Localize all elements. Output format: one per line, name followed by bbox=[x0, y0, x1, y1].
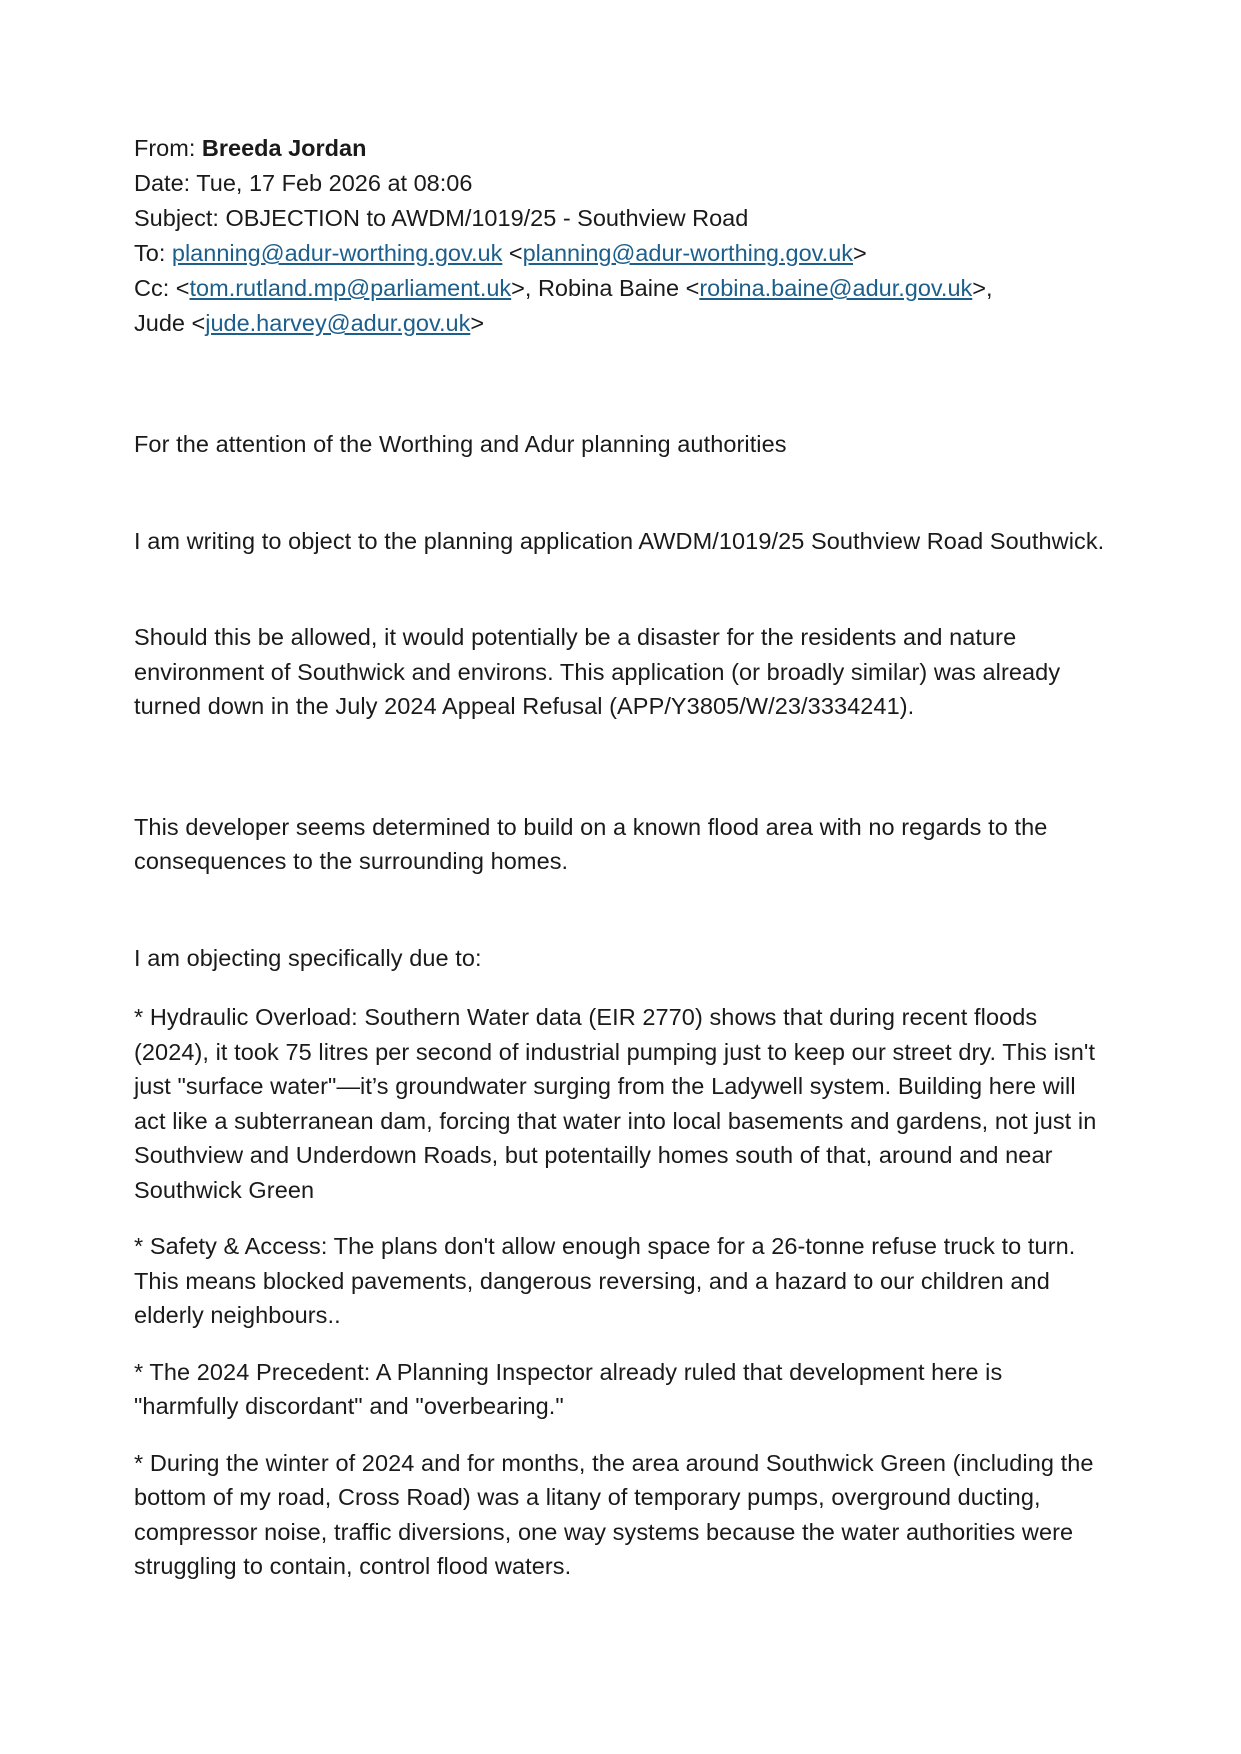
subject-label: Subject: bbox=[134, 205, 226, 231]
objection-item-winter-2024: * During the winter of 2024 and for months, the area around Southwick Green (including the bottom of my road, Cross Road) was a litany of temporary pumps, overground ducting, compressor noise, traffic diversions, one way systems because the water authorities were struggling to contain, control flood waters. bbox=[134, 1449, 1094, 1579]
spacer bbox=[134, 558, 1110, 620]
to-bracket-close: > bbox=[853, 240, 867, 266]
objection-item-2024-precedent: * The 2024 Precedent: A Planning Inspector already ruled that development here is "harmfully discordant" and "overbearing." bbox=[134, 1358, 1003, 1419]
to-label: To: bbox=[134, 240, 172, 266]
cc-after-first: >, Robina Baine < bbox=[511, 275, 700, 301]
cc-first-email-link[interactable]: tom.rutland.mp@parliament.uk bbox=[189, 275, 512, 301]
objection-item-hydraulic-overload: * Hydraulic Overload: Southern Water data (EIR 2770) shows that during recent floods (2024), it took 75 litres per second of industrial pumping just to keep our street dry. This isn't just "surface water"—it’s groundwater surging from the Ladywell system. Building here will act like a subterranean dam, forcing that water into local basements and gardens, not just in Southview and Underdown Roads, but potentailly homes south of that, around and near Southwick Green bbox=[134, 1004, 1097, 1203]
email-from-line bbox=[134, 131, 1110, 166]
paragraph-disaster: Should this be allowed, it would potentially be a disaster for the residents and nature environment of Southwick and environs. This application (or broadly similar) was already turned down in the July 2024 Appeal Refusal (APP/Y3805/W/23/3334241). bbox=[134, 624, 1061, 719]
date-label: Date: bbox=[134, 170, 197, 196]
spacer bbox=[134, 879, 1110, 941]
email-header bbox=[134, 131, 1110, 341]
to-primary-email-link[interactable]: planning@adur-worthing.gov.uk bbox=[171, 240, 503, 266]
spacer bbox=[134, 341, 1110, 427]
cc-after-second: >, bbox=[972, 275, 993, 301]
email-cc-line-2 bbox=[134, 306, 1110, 341]
cc-second-email-link[interactable]: robina.baine@adur.gov.uk bbox=[699, 275, 973, 301]
objection-list bbox=[134, 1000, 1110, 1584]
paragraph-objecting-lead: I am objecting specifically due to: bbox=[134, 944, 482, 971]
email-subject-line bbox=[134, 201, 1110, 236]
attention-line: For the attention of the Worthing and Adur planning authorities bbox=[134, 431, 787, 457]
date-value: Tue, 17 Feb 2026 at 08:06 bbox=[196, 170, 473, 196]
to-secondary-email-link[interactable]: planning@adur-worthing.gov.uk bbox=[522, 240, 854, 266]
cc-line2-suffix: > bbox=[470, 310, 485, 336]
cc-line2-prefix: Jude < bbox=[134, 310, 206, 336]
email-to-line bbox=[134, 236, 1110, 271]
paragraph-intro: I am writing to object to the planning application AWDM/1019/25 Southview Road Southwick. bbox=[134, 527, 1105, 554]
objection-item-safety-access: * Safety & Access: The plans don't allow enough space for a 26-tonne refuse truck to turn. This means blocked pavements, dangerous reversing, and a hazard to our children and elderly neighbours.. bbox=[134, 1233, 1076, 1328]
subject-value: OBJECTION to AWDM/1019/25 - Southview Road bbox=[225, 205, 749, 231]
spacer bbox=[134, 462, 1110, 524]
cc-label: Cc: < bbox=[134, 275, 190, 301]
email-date-line bbox=[134, 166, 1110, 201]
cc-third-email-link[interactable]: jude.harvey@adur.gov.uk bbox=[205, 310, 471, 336]
paragraph-developer: This developer seems determined to build on a known flood area with no regards to the consequences to the surrounding homes. bbox=[134, 813, 1048, 874]
email-cc-line bbox=[134, 271, 1110, 306]
spacer bbox=[134, 724, 1110, 810]
from-label: From: bbox=[134, 135, 202, 161]
from-value: Breeda Jordan bbox=[201, 135, 367, 161]
to-bracket-open: < bbox=[502, 240, 523, 266]
